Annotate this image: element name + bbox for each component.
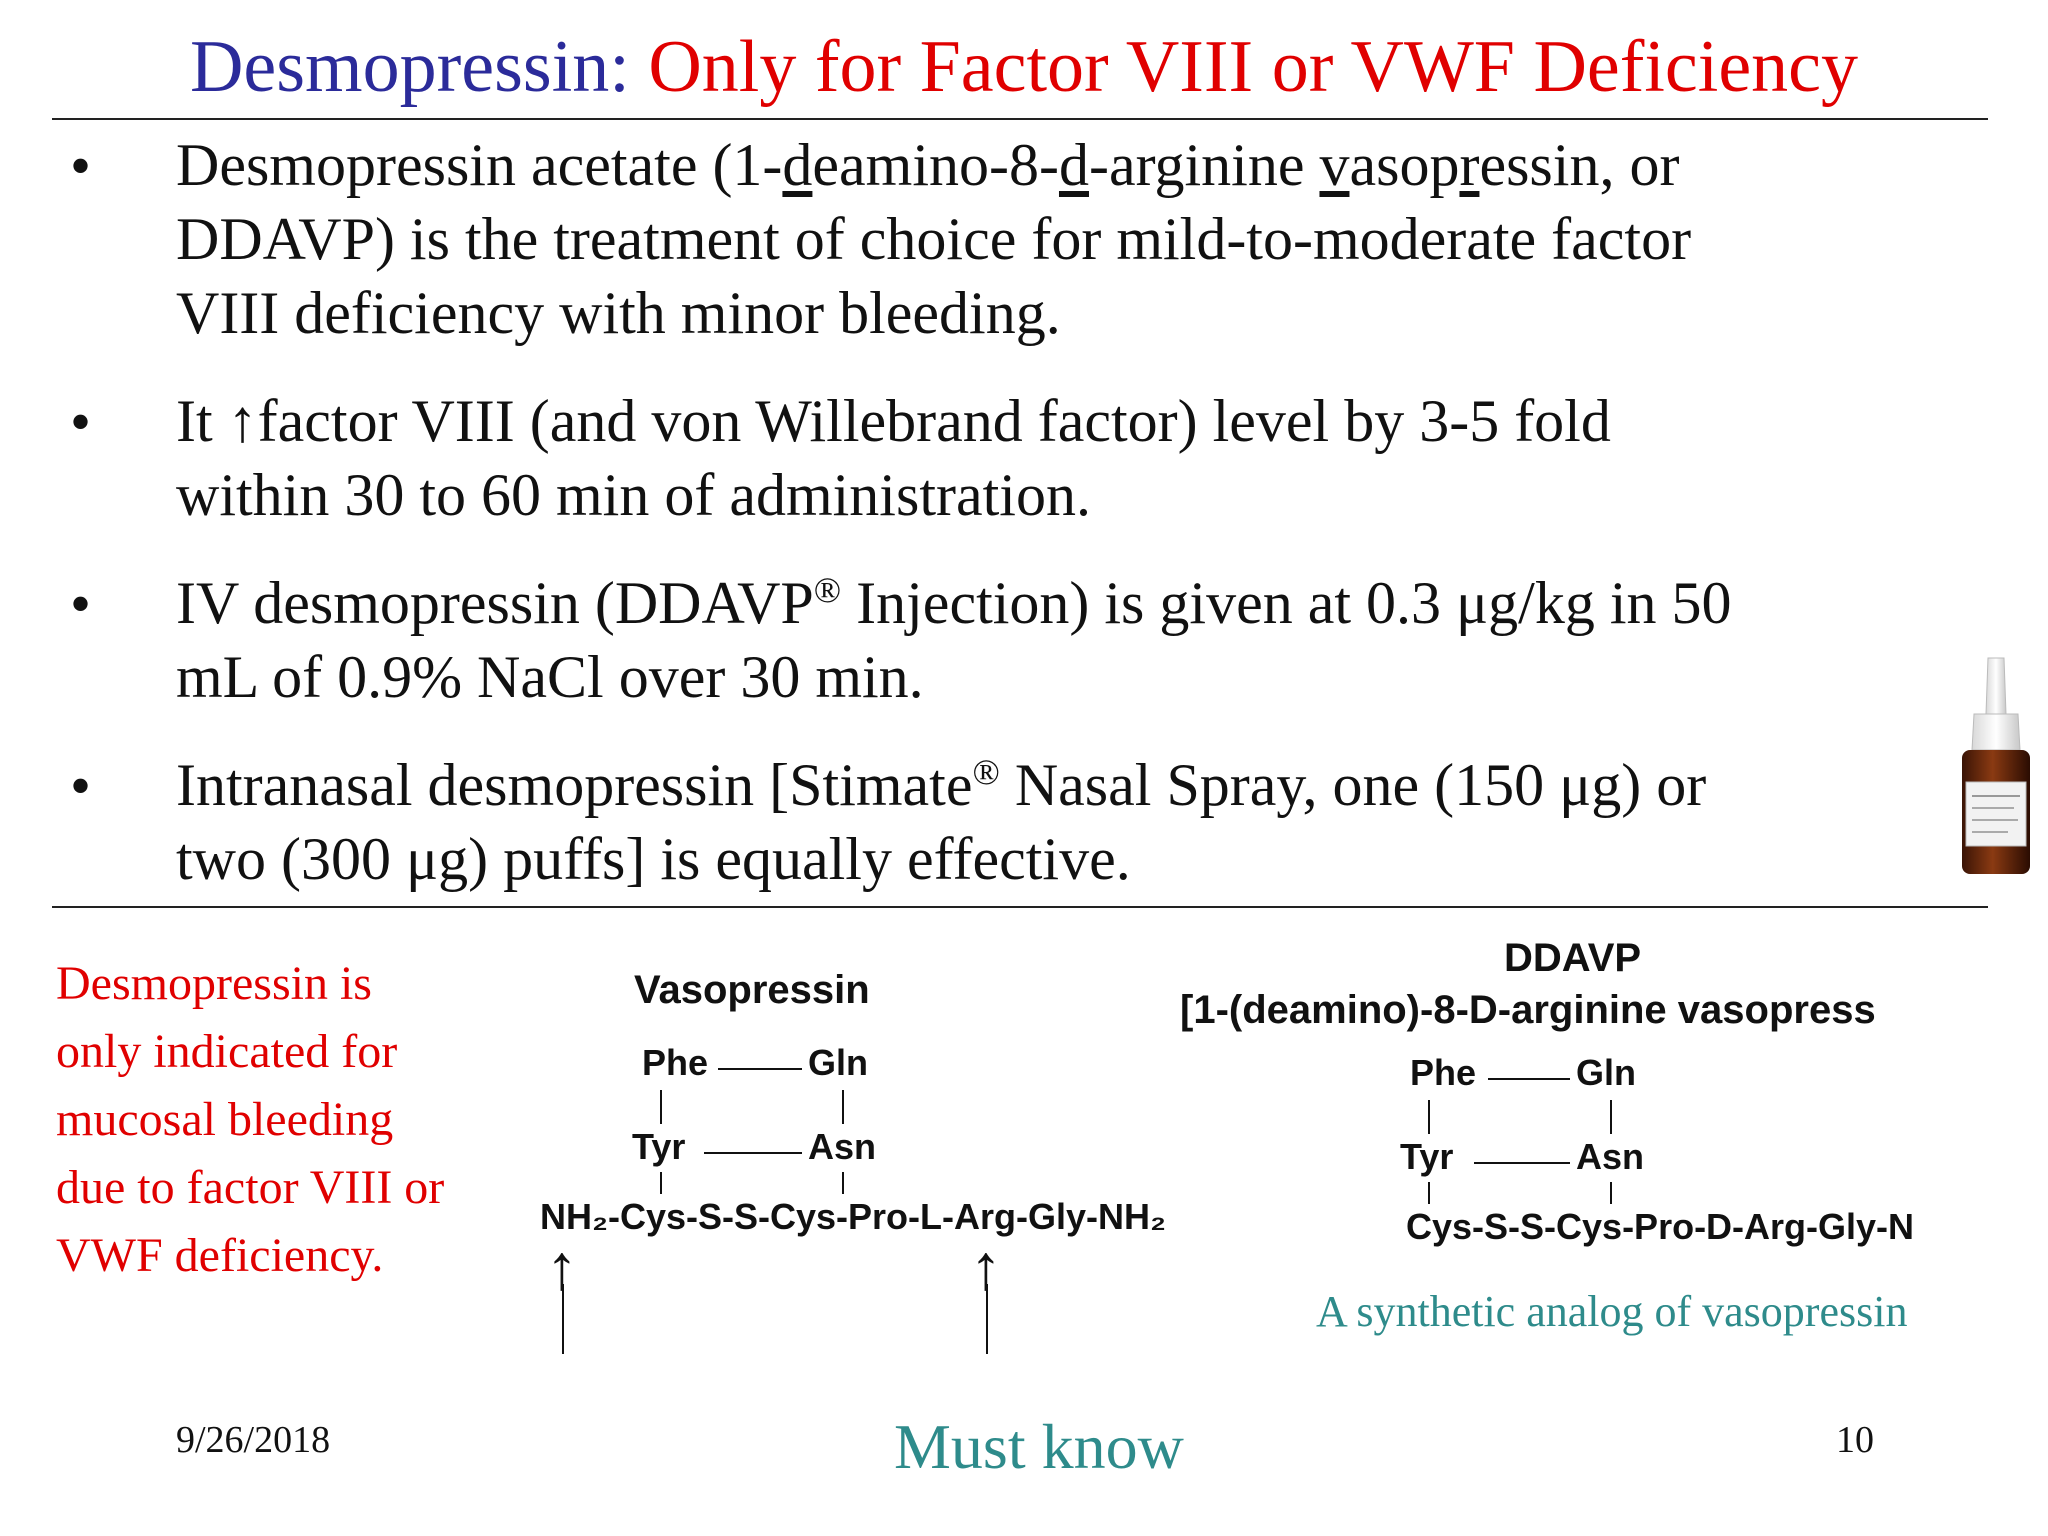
- ddavp-title: DDAVP: [1504, 936, 1642, 980]
- bond-line: [1428, 1100, 1430, 1134]
- bullet-3-line-1: IV desmopressin (DDAVP® Injection) is given at 0.3 μg/kg in 50: [176, 570, 1732, 636]
- arrow-shaft: [562, 1284, 564, 1354]
- ddavp-asn: Asn: [1576, 1136, 1645, 1177]
- bullet-4: [176, 748, 1976, 896]
- bond-line: [704, 1152, 802, 1154]
- bullet-marker: •: [70, 389, 92, 455]
- bullet-2-line-2: within 30 to 60 min of administration.: [176, 462, 1091, 528]
- slide-title-highlight: Only for Factor VIII or VWF Deficiency: [648, 26, 1859, 108]
- bond-line: [842, 1090, 844, 1124]
- vasopressin-chain: NH₂-Cys-S-S-Cys-Pro-L-Arg-Gly-NH₂: [540, 1196, 1167, 1237]
- vasopressin-title: Vasopressin: [634, 968, 870, 1012]
- bond-line: [718, 1068, 802, 1070]
- bullet-1: [176, 128, 1976, 350]
- bond-line: [660, 1090, 662, 1124]
- top-divider: [52, 118, 1988, 120]
- bond-line: [1474, 1162, 1570, 1164]
- analog-caption: A synthetic analog of vasopressin: [1316, 1287, 1908, 1336]
- bond-line: [1428, 1182, 1430, 1204]
- vasopressin-gln: Gln: [808, 1042, 868, 1083]
- must-know-label: Must know: [894, 1411, 1184, 1482]
- bullet-1-line-2: DDAVP) is the treatment of choice for mild-to-moderate factor: [176, 206, 1692, 272]
- bullet-marker: •: [70, 753, 92, 819]
- slide-date: 9/26/2018: [176, 1419, 331, 1461]
- bullet-marker: •: [70, 571, 92, 637]
- mucosal-bleeding-note: Desmopressin is only indicated for mucosal bleeding due to factor VIII or VWF deficiency.: [56, 957, 445, 1282]
- bond-line: [660, 1172, 662, 1194]
- slide-title-main: Desmopressin:: [189, 26, 649, 108]
- slide-title: [0, 22, 2048, 112]
- slide-number: 10: [1836, 1419, 1874, 1461]
- bond-line: [1610, 1100, 1612, 1134]
- bond-line: [842, 1172, 844, 1194]
- ddavp-phe: Phe: [1410, 1052, 1477, 1093]
- bullet-3: [176, 566, 1976, 714]
- vasopressin-asn: Asn: [808, 1126, 877, 1167]
- bond-line: [1610, 1182, 1612, 1204]
- bullet-3-line-2: mL of 0.9% NaCl over 30 min.: [176, 644, 924, 710]
- bottom-divider: [52, 906, 1988, 908]
- bond-line: [1488, 1078, 1570, 1080]
- arrow-up-icon: ↑: [970, 1232, 1002, 1303]
- arrow-up-icon: ↑: [546, 1232, 578, 1303]
- ddavp-subtitle: [1-(deamino)-8-D-arginine vasopress: [1180, 988, 1876, 1032]
- arrow-shaft: [986, 1284, 988, 1354]
- bullet-2: [176, 384, 1976, 532]
- bullet-4-line-2: two (300 μg) puffs] is equally effective.: [176, 826, 1131, 892]
- bullet-1-line-3: VIII deficiency with minor bleeding.: [176, 280, 1061, 346]
- bullet-2-line-1: It ↑factor VIII (and von Willebrand factor) level by 3-5 fold: [176, 388, 1611, 454]
- bullet-1-line-1: Desmopressin acetate (1-deamino-8-d-arginine vasopressin, or: [176, 132, 1680, 198]
- bullet-marker: •: [70, 133, 92, 199]
- bullet-4-line-1: Intranasal desmopressin [Stimate® Nasal Spray, one (150 μg) or: [176, 752, 1707, 818]
- vasopressin-phe: Phe: [642, 1042, 709, 1083]
- vasopressin-tyr: Tyr: [632, 1126, 686, 1167]
- nasal-spray-bottle-icon: [1944, 654, 2048, 880]
- ddavp-chain: Cys-S-S-Cys-Pro-D-Arg-Gly-N: [1406, 1206, 1915, 1247]
- ddavp-tyr: Tyr: [1400, 1136, 1454, 1177]
- ddavp-gln: Gln: [1576, 1052, 1636, 1093]
